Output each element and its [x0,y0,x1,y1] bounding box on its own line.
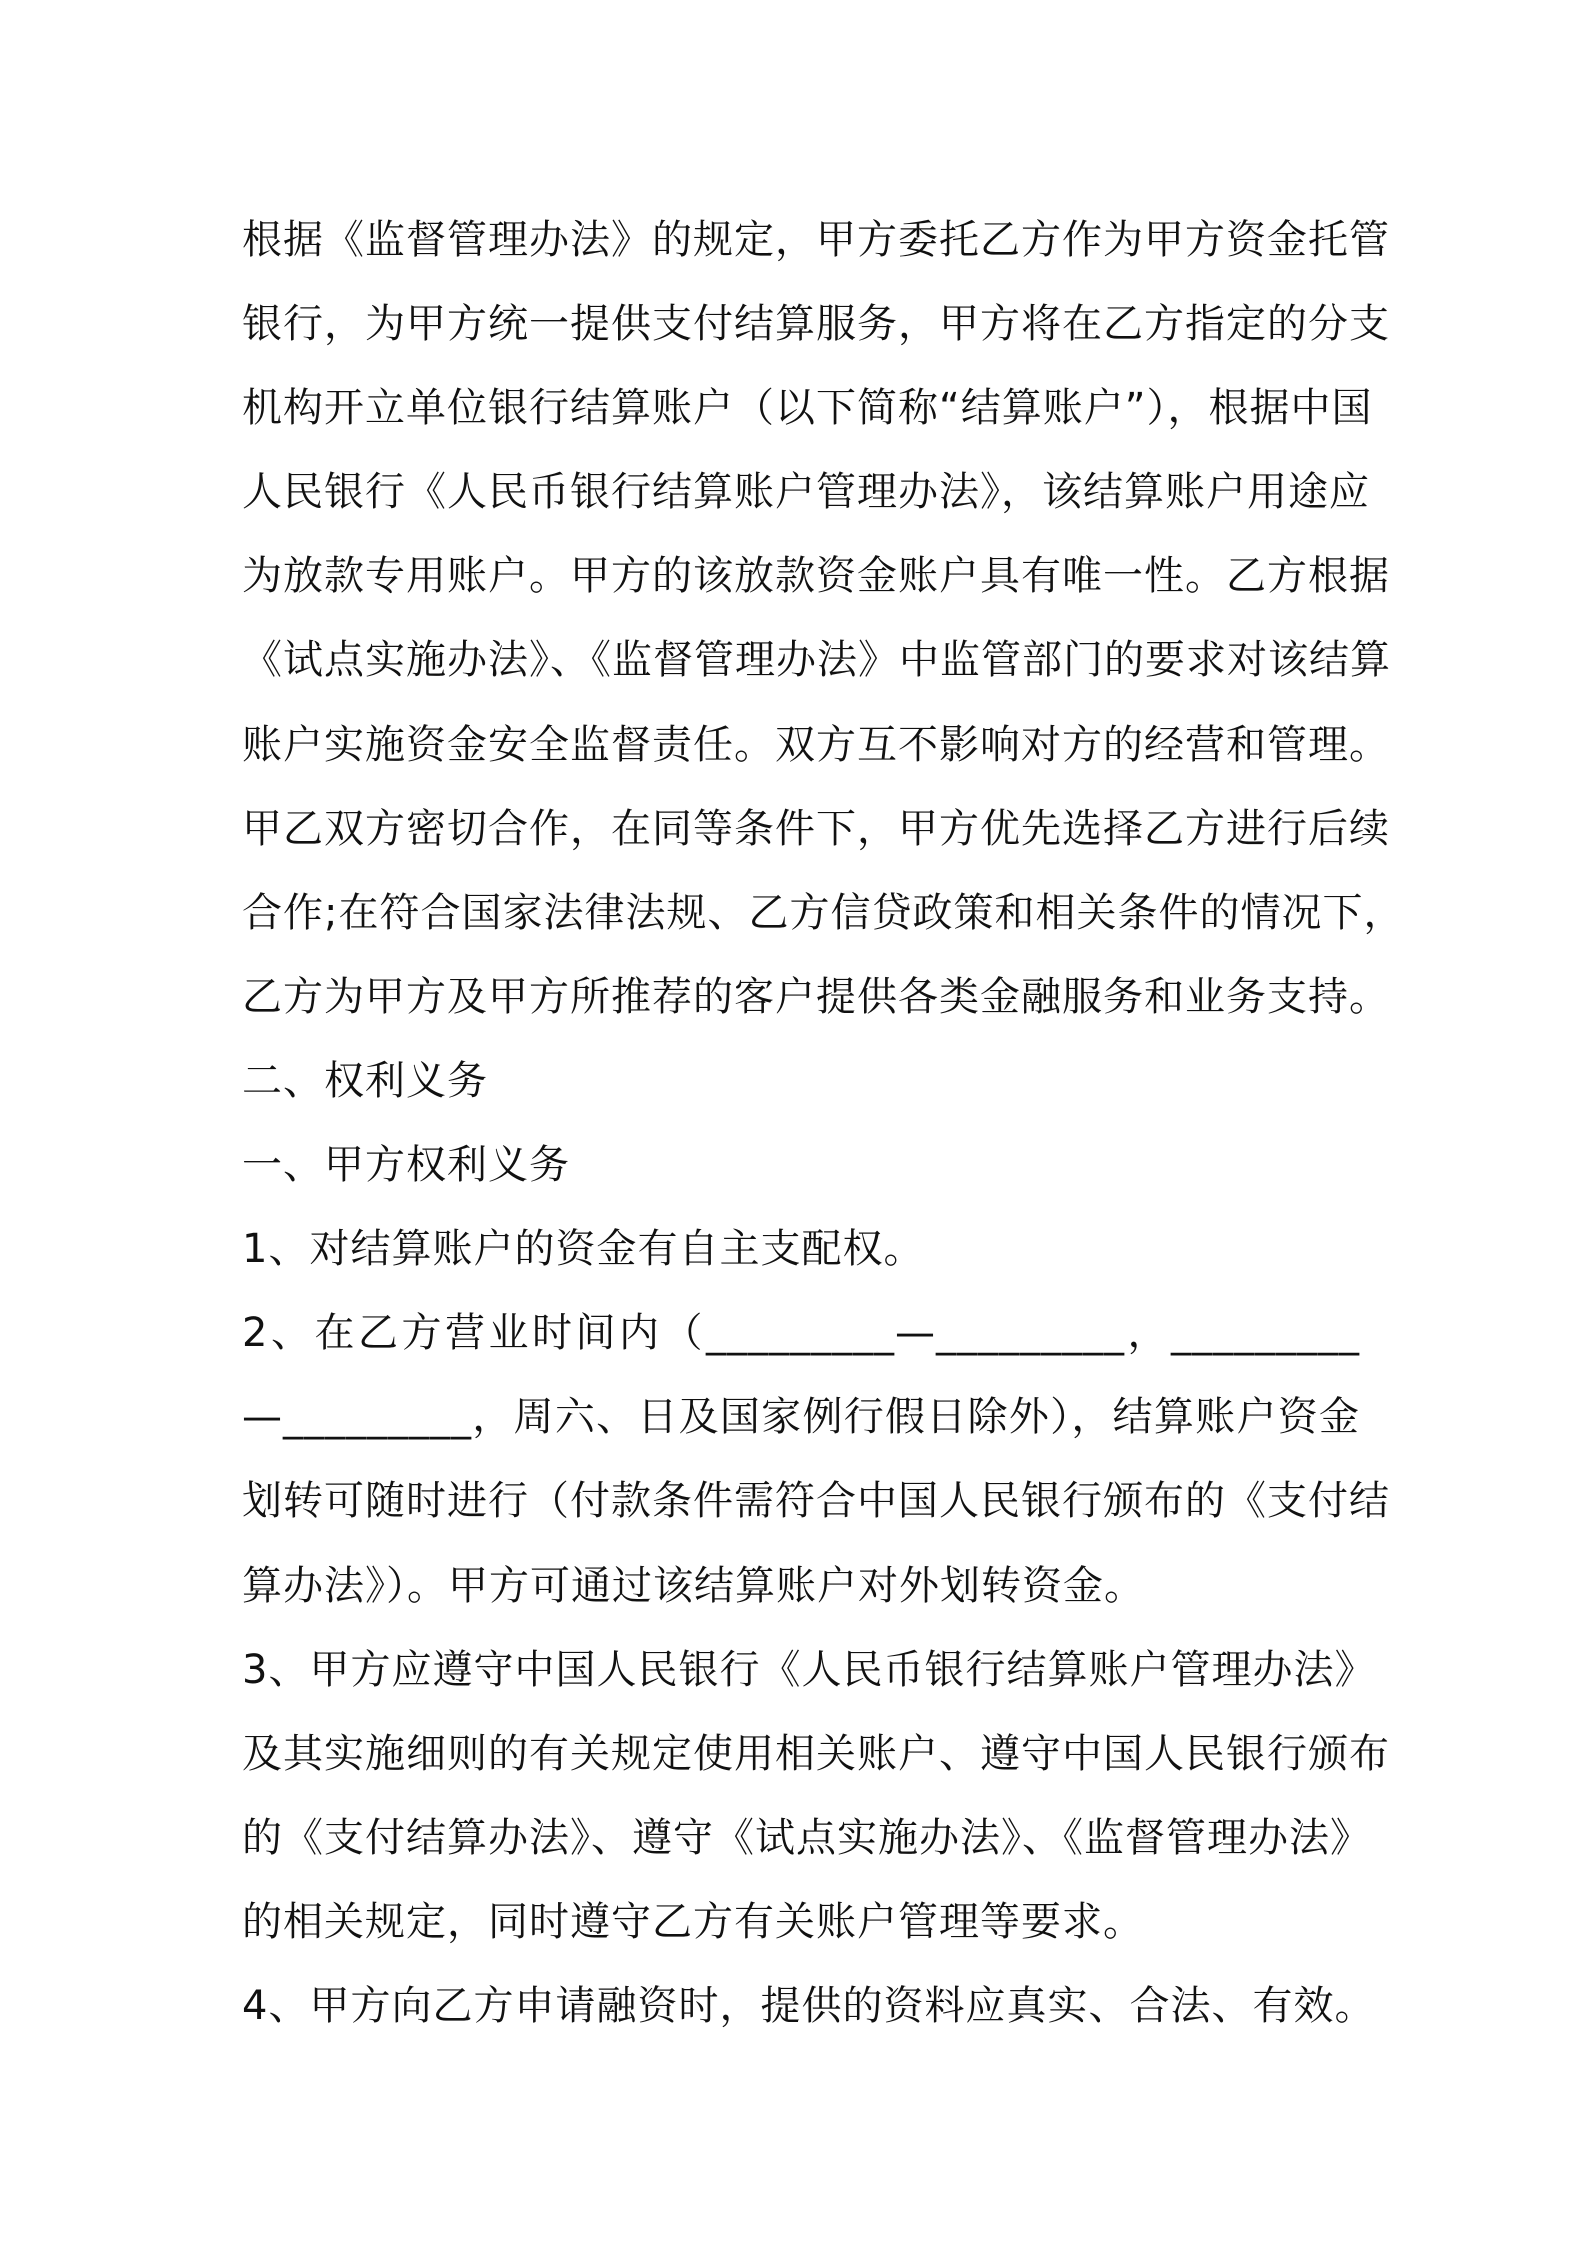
clause-line: 3、甲方应遵守中国人民银行《人民币银行结算账户管理办法》 [242,1646,1376,1693]
clause-line: 4、甲方向乙方申请融资时，提供的资料应真实、合法、有效。 [242,1982,1376,2029]
clause-line: 及其实施细则的有关规定使用相关账户、遵守中国人民银行颁布 [242,1730,1390,1777]
paragraph-line: 人民银行《人民币银行结算账户管理办法》，该结算账户用途应 [242,469,1370,516]
paragraph-line: 机构开立单位银行结算账户（以下简称“结算账户”），根据中国 [242,385,1373,432]
section-heading: 二、权利义务 [242,1057,488,1104]
clause-line: 的《支付结算办法》、遵守《试点实施办法》、《监督管理办法》 [242,1814,1371,1861]
clause-line: 的相关规定，同时遵守乙方有关账户管理等要求。 [242,1898,1144,1945]
clause-line: 1、对结算账户的资金有自主支配权。 [242,1226,925,1273]
subsection-heading: 一、甲方权利义务 [242,1142,570,1189]
paragraph-line: 《试点实施办法》、《监督管理办法》中监管部门的要求对该结算 [242,637,1391,684]
paragraph-line: 账户实施资金安全监督责任。双方互不影响对方的经营和管理。 [242,721,1390,768]
clause-line: 划转可随时进行（付款条件需符合中国人民银行颁布的《支付结 [242,1478,1390,1525]
paragraph-line: 合作;在符合国家法律法规、乙方信贷政策和相关条件的情况下， [242,889,1405,936]
paragraph-line: 乙方为甲方及甲方所推荐的客户提供各类金融服务和业务支持。 [242,973,1390,1020]
paragraph-line: 为放款专用账户。甲方的该放款资金账户具有唯一性。乙方根据 [242,553,1390,600]
document-body [242,198,1405,2048]
paragraph-line: 根据《监督管理办法》的规定，甲方委托乙方作为甲方资金托管 [242,217,1390,263]
clause-line: —_________，周六、日及国家例行假日除外），结算账户资金 [242,1394,1360,1441]
paragraph-line: 甲乙双方密切合作，在同等条件下，甲方优先选择乙方进行后续 [242,805,1390,852]
paragraph-line: 银行，为甲方统一提供支付结算服务，甲方将在乙方指定的分支 [242,301,1390,348]
clause-line: 2、在乙方营业时间内（_________—_________，_________ [242,1310,1360,1357]
clause-line: 算办法》）。甲方可通过该结算账户对外划转资金。 [242,1562,1145,1609]
